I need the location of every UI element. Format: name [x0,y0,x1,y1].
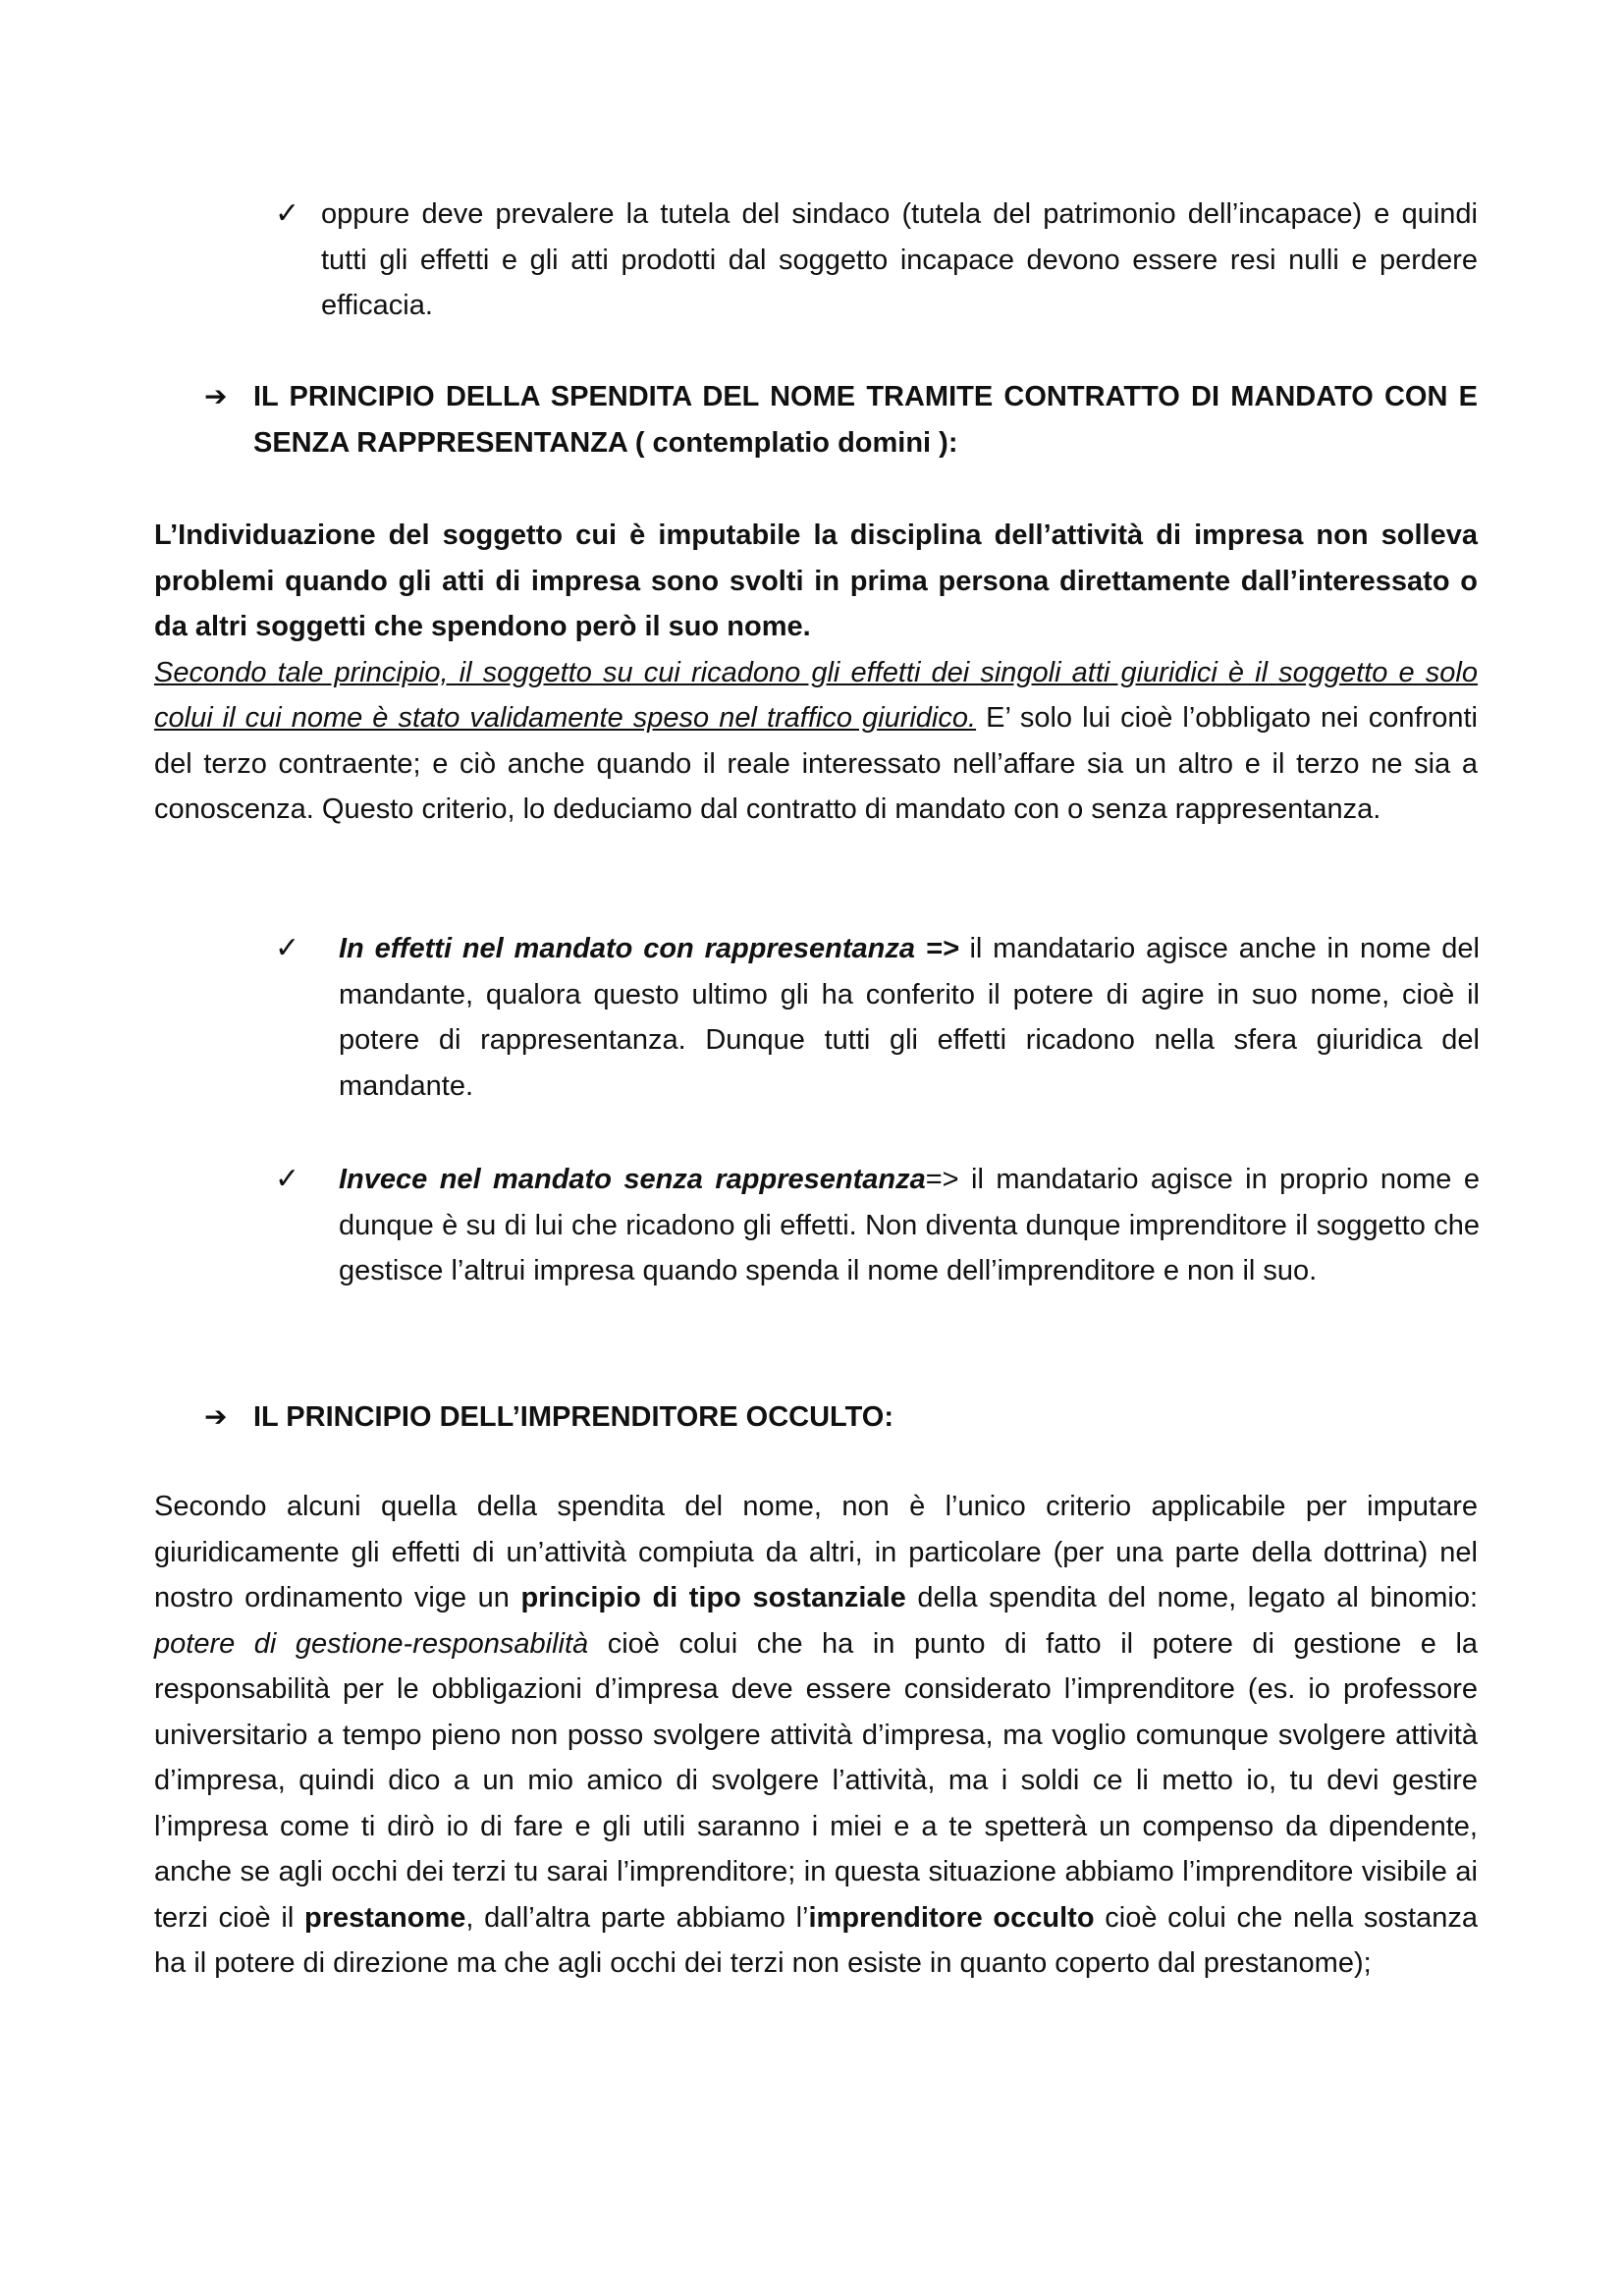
checklist-body: => il mandatario agisce in proprio nome e dunque è su di lui che ricadono gli effetti. Non diventa dunque imprenditore il soggetto che gestisce l’altrui impresa quando spenda il nome dell’imprenditore e non il suo. [339,1164,1480,1286]
bold-statement: L’Individuazione del soggetto cui è imputabile la disciplina dell’attività di impresa non solleva problemi quando gli atti di impresa sono svolti in prima persona direttamente dall’interessato o da altri soggetti che spendono però il suo nome. [154,519,1478,642]
checklist-lead: Invece nel mandato senza rappresentanza [339,1164,926,1195]
arrow-right-icon: ➔ [204,1401,228,1432]
checklist-item-text [339,926,1480,1109]
text-run: cioè colui che ha in punto di fatto il potere di gestione e la responsabilità per le obbligazioni d’impresa deve essere considerato l’imprenditore (es. io professore universitario a tempo pieno non posso svolgere attività d’impresa, ma voglio comunque svolgere attività d’impresa, quindi dico a un mio amico di svolgere l’attività, ma i soldi ce li metto io, tu devi gestire l’impresa come ti dirò io di fare e gli utili saranno i miei e a te spetterà un compenso da dipendente, anche se agli occhi dei terzi tu sarai l’imprenditore; in questa situazione abbiamo l’imprenditore visibile ai terzi cioè il [154,1627,1479,1934]
paragraph-body [154,513,1478,650]
paragraph-body [154,650,1478,833]
checkmark-icon: ✓ [275,1163,300,1195]
paragraph-body [154,1484,1478,1987]
italic-term: potere di gestione-responsabilità [154,1627,589,1660]
section-heading-text: IL PRINCIPIO DELLA SPENDITA DEL NOME TRAMITE CONTRATTO DI MANDATO CON E SENZA RAPPRESENTANZA ( contemplatio domini ): [253,381,1478,459]
underlined-principle: Secondo tale principio, il soggetto su cui ricadono gli effetti dei singoli atti giuridici è il soggetto e solo colui il cui nome è stato validamente speso nel traffico giuridico. [154,656,1478,734]
bold-term: principio di tipo sostanziale [520,1582,906,1613]
checklist-item-text: oppure deve prevalere la tutela del sindaco (tutela del patrimonio dell’incapace) e quindi tutti gli effetti e gli atti prodotti dal soggetto incapace devono essere resi nulli e perdere efficacia. [321,198,1478,321]
checklist-body: il mandatario agisce anche in nome del mandante, qualora questo ultimo gli ha conferito il potere di agire in suo nome, cioè il potere di rappresentanza. Dunque tutti gli effetti ricadono nella sfera giuridica del mandante. [339,933,1481,1102]
paragraph-imprenditore-occulto [154,1484,1478,1987]
paragraph-rest: E’ solo lui cioè l’obbligato nei confronti del terzo contraente; e ciò anche quando il reale interessato nell’affare sia un altro e il terzo ne sia a conoscenza. Questo criterio, lo deduciamo dal contratto di mandato con o senza rappresentanza. [154,702,1478,825]
bold-term: prestanome [303,1901,466,1934]
text-run: , dall’altra parte abbiamo l’ [465,1901,809,1934]
text-run: Secondo alcuni quella della spendita del nome, non è l’unico criterio applicabile per imputare giuridicamente gli effetti di un’attività compiuta da altri, in particolare (per una parte della dottrina) nel nostro ordinamento vige un [154,1491,1478,1613]
text-run: della spendita del nome, legato al binomio: [905,1582,1479,1613]
paragraph-spendita-nome [154,513,1478,833]
arrow-right-icon: ➔ [204,381,228,411]
checklist-item-text [339,1157,1480,1294]
section-heading-text: IL PRINCIPIO DELL’IMPRENDITORE OCCULTO: [253,1401,894,1433]
checklist-lead: In effetti nel mandato con rappresentanza => [339,933,959,964]
bold-term: imprenditore occulto [808,1901,1095,1934]
checkmark-icon: ✓ [275,197,300,230]
checkmark-icon: ✓ [275,932,300,964]
text-run: cioè colui che nella sostanza ha il potere di direzione ma che agli occhi dei terzi non esiste in quanto coperto dal prestanome); [154,1901,1479,1979]
